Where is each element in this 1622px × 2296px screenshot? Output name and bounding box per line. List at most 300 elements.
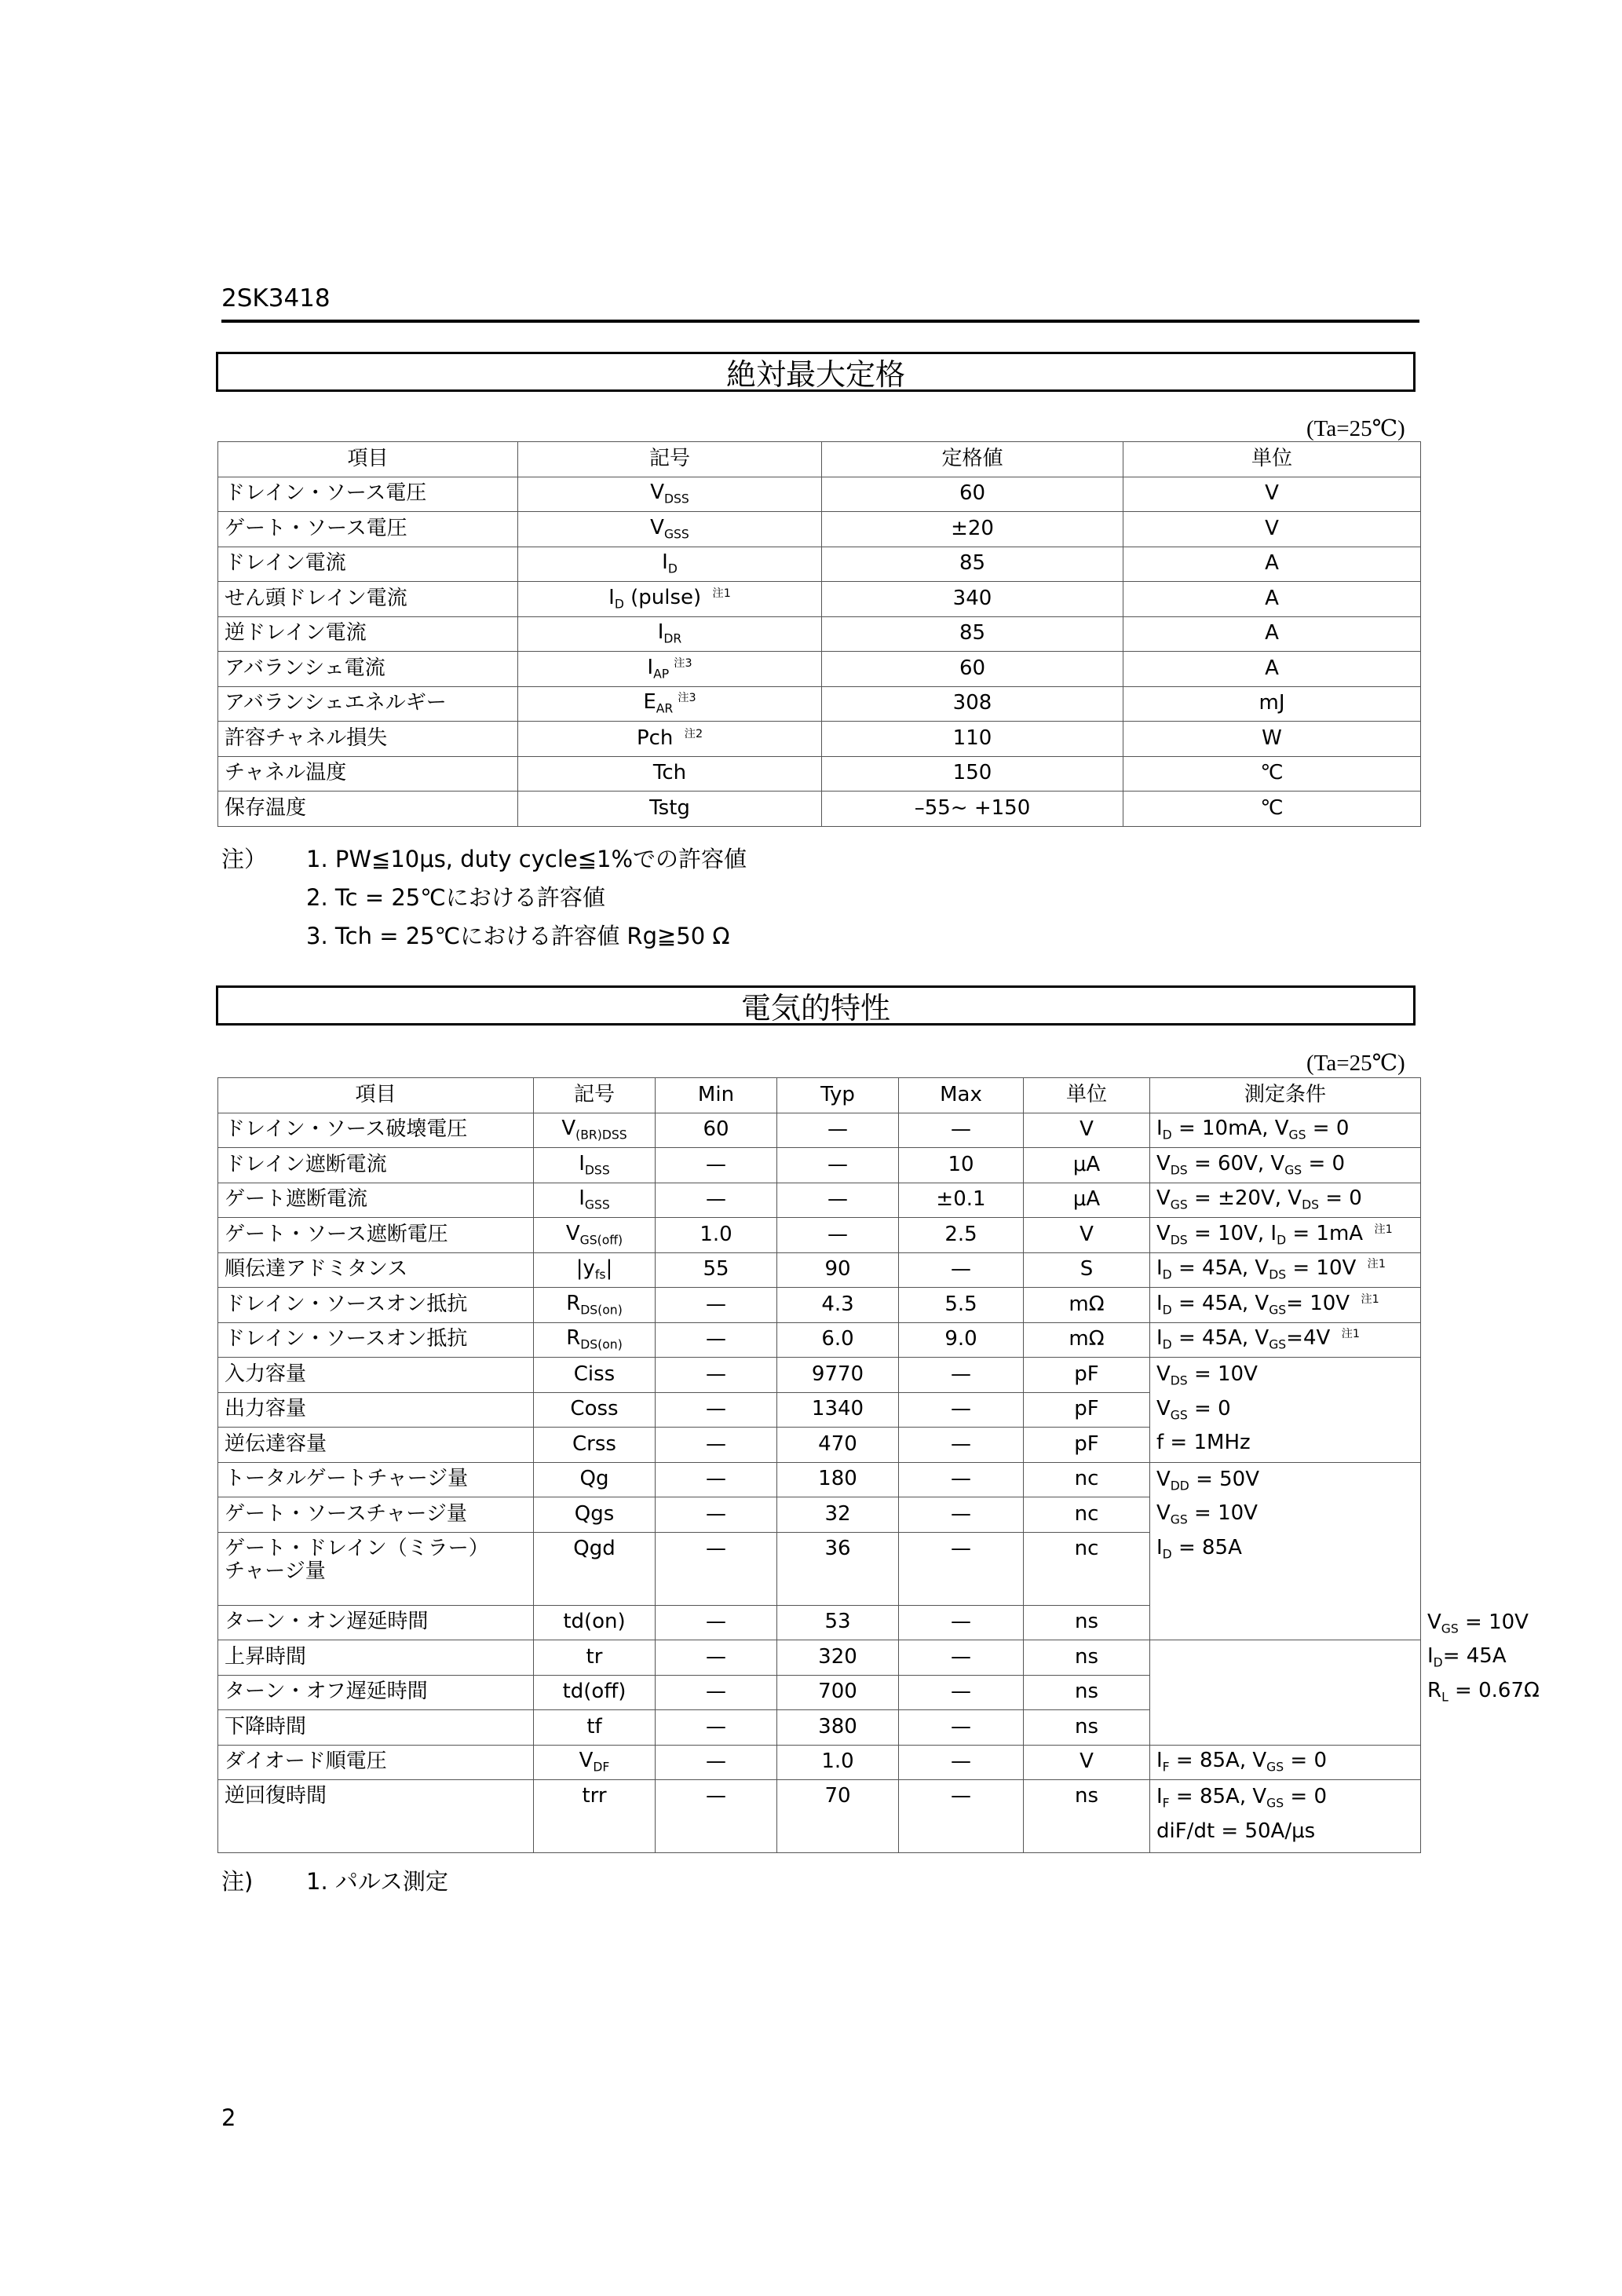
condition-cell [1150, 1358, 1421, 1463]
note-ref: 注1 [712, 587, 731, 600]
symbol-cell [518, 582, 822, 617]
min-value: — [706, 1610, 726, 1634]
max-cell [899, 1148, 1024, 1183]
unit-cell [1024, 1710, 1150, 1746]
cond-text: = 45A [1442, 1644, 1507, 1668]
col-header: 項目 [218, 1078, 534, 1113]
unit-cell [1024, 1392, 1150, 1428]
min-value: — [706, 1680, 726, 1704]
item-label: 下降時間 [225, 1714, 307, 1738]
symbol-cell [518, 722, 822, 757]
typ-value: 1340 [811, 1397, 864, 1421]
page-number: 2 [221, 2104, 236, 2131]
item-label: ドレイン遮断電流 [225, 1152, 387, 1176]
item-cell [218, 1497, 534, 1533]
min-value: — [706, 1292, 726, 1316]
cond-text: = 0 [1318, 1186, 1362, 1211]
unit-label: mΩ [1069, 1327, 1105, 1351]
value-cell [822, 512, 1123, 547]
cond-text: = 10mA, V [1171, 1117, 1289, 1141]
value-cell [822, 547, 1123, 582]
cond-line [1156, 1426, 1414, 1461]
cond-line [1156, 1463, 1414, 1497]
cond-text: = 45A, V [1171, 1291, 1269, 1315]
cond-subscript: D [1162, 1546, 1172, 1561]
item-label: ゲート・ソースチャージ量 [225, 1501, 467, 1526]
min-value: 1.0 [700, 1222, 732, 1246]
symbol-cell [534, 1392, 656, 1428]
cond-text: R [1427, 1678, 1442, 1702]
cond-subscript: GS [1170, 1512, 1188, 1527]
typ-cell [777, 1428, 899, 1463]
typ-value: — [827, 1152, 848, 1176]
symbol-subscript: D [667, 561, 678, 576]
table-row [218, 722, 1421, 757]
condition-cell [1150, 1745, 1421, 1780]
table-row [218, 1640, 1421, 1676]
unit-label: ns [1074, 1714, 1099, 1738]
table-row [218, 1710, 1421, 1746]
table-row [218, 1148, 1421, 1183]
min-value: — [706, 1749, 726, 1774]
item-label: ゲート・ソース遮断電圧 [225, 1222, 448, 1246]
unit-label: mΩ [1069, 1292, 1105, 1316]
item-cell [218, 1218, 534, 1253]
symbol-cell [518, 756, 822, 792]
abs-note: 2. Tc = 25℃における許容値 [306, 884, 605, 911]
max-value: — [951, 1644, 971, 1669]
unit-cell [1123, 616, 1421, 652]
cond-text: = 10V [1286, 1291, 1357, 1315]
cond-subscript: GS [1266, 1760, 1284, 1775]
cond-subscript: DS [1170, 1233, 1188, 1248]
max-value: — [951, 1610, 971, 1634]
unit-label: A [1265, 551, 1279, 576]
unit-label: ns [1074, 1680, 1099, 1704]
min-cell [656, 1428, 777, 1463]
typ-cell [777, 1183, 899, 1218]
unit-label: W [1262, 726, 1282, 750]
value-cell [822, 652, 1123, 687]
condition-cell [1150, 1780, 1421, 1853]
table-row [218, 616, 1421, 652]
symbol-cell [534, 1675, 656, 1710]
symbol-subscript: (BR)DSS [575, 1128, 627, 1143]
symbol-subscript: DSS [663, 492, 689, 506]
cond-subscript: GS [1170, 1197, 1188, 1212]
max-value: ±0.1 [936, 1187, 986, 1212]
cond-subscript: D [1277, 1233, 1287, 1248]
max-value: — [951, 1714, 971, 1738]
rating-value: 150 [952, 761, 992, 785]
symbol-cell [534, 1218, 656, 1253]
min-value: — [706, 1784, 726, 1808]
symbol-cell [534, 1532, 656, 1605]
unit-label: V [1265, 516, 1279, 540]
symbol-text: Coss [570, 1397, 619, 1421]
symbol-subscript: AR [656, 701, 674, 716]
item-cell [218, 1113, 534, 1148]
max-value: — [951, 1536, 971, 1560]
unit-label: A [1265, 656, 1279, 680]
cond-text: = 85A, V [1169, 1785, 1267, 1808]
typ-cell [777, 1392, 899, 1428]
cond-subscript: F [1162, 1796, 1170, 1811]
unit-cell [1024, 1288, 1150, 1323]
item-cell [218, 1745, 534, 1780]
min-cell [656, 1675, 777, 1710]
typ-cell [777, 1532, 899, 1605]
unit-label: ns [1074, 1610, 1099, 1634]
cond-text: I [1156, 1749, 1163, 1773]
item-cell [218, 477, 518, 512]
cond-subscript: L [1441, 1689, 1448, 1704]
symbol-text: Crss [572, 1431, 616, 1456]
min-cell [656, 1183, 777, 1218]
max-cell [899, 1358, 1024, 1393]
cond-line [1156, 1392, 1414, 1427]
min-cell [656, 1532, 777, 1605]
item-cell [218, 512, 518, 547]
abs-note: 1. PW≦10μs, duty cycle≦1%での許容値 [306, 846, 747, 872]
max-value: — [951, 1784, 971, 1808]
unit-label: A [1265, 586, 1279, 610]
max-cell [899, 1497, 1024, 1533]
item-cell [218, 1288, 534, 1323]
unit-cell [1024, 1218, 1150, 1253]
typ-value: 4.3 [821, 1292, 854, 1316]
note-ref: 注1 [1361, 1292, 1379, 1306]
typ-cell [777, 1322, 899, 1358]
min-value: — [706, 1714, 726, 1738]
unit-label: pF [1074, 1431, 1099, 1456]
item-label: せん頭ドレイン電流 [225, 586, 407, 610]
cond-subscript: GS [1269, 1303, 1287, 1318]
symbol-cell [534, 1252, 656, 1288]
max-cell [899, 1252, 1024, 1288]
item-cell [218, 547, 518, 582]
cond-text: diF/dt = 50A/μs [1156, 1819, 1316, 1843]
note-ref: 注1 [1367, 1258, 1386, 1271]
table-row [218, 582, 1421, 617]
symbol-text: I [662, 550, 668, 575]
cond-text: V [1156, 1362, 1171, 1386]
min-cell [656, 1745, 777, 1780]
condition-cell [1150, 1113, 1421, 1148]
cond-text: V [1156, 1221, 1171, 1245]
max-value: — [951, 1362, 971, 1386]
symbol-text: E [643, 690, 656, 715]
min-value: — [706, 1327, 726, 1351]
table-row [218, 512, 1421, 547]
symbol-cell [518, 792, 822, 827]
symbol-cell [534, 1497, 656, 1533]
col-header: 定格値 [822, 442, 1123, 477]
cond-text: = 0 [1187, 1396, 1231, 1420]
symbol-cell [534, 1605, 656, 1640]
item-label: ターン・オン遅延時間 [225, 1610, 429, 1634]
note-ref: 注1 [1374, 1223, 1393, 1236]
cond-subscript: GS [1266, 1796, 1284, 1811]
item-cell [218, 1183, 534, 1218]
cond-text: = 45A, V [1171, 1326, 1269, 1351]
abs-max-title: 絶対最大定格 [725, 357, 905, 392]
cond-text: V [1156, 1467, 1171, 1491]
symbol-text: td(off) [562, 1680, 627, 1704]
cond-subscript: D [1433, 1655, 1443, 1670]
col-header: 記号 [534, 1078, 656, 1113]
symbol-cell [534, 1148, 656, 1183]
item-label: ターン・オフ遅延時間 [225, 1680, 428, 1704]
min-cell [656, 1252, 777, 1288]
unit-label: A [1265, 621, 1279, 645]
max-value: — [951, 1680, 971, 1704]
max-cell [899, 1322, 1024, 1358]
min-cell [656, 1640, 777, 1676]
unit-cell [1123, 686, 1421, 722]
symbol-text: Qg [579, 1467, 609, 1491]
item-cell [218, 1358, 534, 1393]
table-row [218, 1252, 1421, 1288]
item-label: 上昇時間 [225, 1644, 307, 1669]
table-row [218, 1113, 1421, 1148]
condition-cell [1150, 1288, 1421, 1323]
condition-cell [1150, 1322, 1421, 1358]
symbol-subscript: GSS [663, 527, 689, 542]
col-header: 項目 [218, 442, 518, 477]
item-cell [218, 1462, 534, 1497]
cond-text: V [1156, 1186, 1171, 1211]
item-label: ドレイン・ソース電圧 [225, 481, 427, 506]
cond-text: =4V [1286, 1326, 1337, 1351]
table-row [218, 1780, 1421, 1853]
symbol-cell [534, 1780, 656, 1853]
symbol-text: I [647, 655, 654, 679]
cond-subscript: GS [1269, 1337, 1287, 1352]
symbol-text: V [561, 1117, 576, 1141]
item-cell [218, 1322, 534, 1358]
min-cell [656, 1710, 777, 1746]
cond-line [1156, 1358, 1414, 1392]
header-rule [221, 320, 1419, 323]
item-label: ダイオード順電圧 [225, 1749, 387, 1774]
abs-max-condition: (Ta=25℃) [1306, 416, 1405, 441]
symbol-cell [534, 1183, 656, 1218]
table-row [218, 1462, 1421, 1497]
max-value: — [951, 1397, 971, 1421]
unit-label: pF [1074, 1362, 1099, 1386]
min-value: — [706, 1501, 726, 1526]
unit-label: ns [1074, 1644, 1099, 1669]
item-label: ゲート・ドレイン（ミラー） [225, 1536, 489, 1560]
max-cell [899, 1218, 1024, 1253]
cond-text: I [1156, 1535, 1163, 1559]
value-cell [822, 686, 1123, 722]
item-cell [218, 756, 518, 792]
cond-text: = 60V, V [1187, 1151, 1285, 1175]
min-value: 55 [703, 1257, 729, 1281]
unit-cell [1123, 792, 1421, 827]
cond-subscript: GS [1284, 1163, 1302, 1178]
typ-value: — [827, 1117, 848, 1142]
cond-subscript: DD [1170, 1478, 1189, 1493]
typ-cell [777, 1358, 899, 1393]
item-cell [218, 686, 518, 722]
max-value: 5.5 [944, 1292, 977, 1316]
item-label: ゲート遮断電流 [225, 1187, 368, 1212]
cond-subscript: DS [1302, 1197, 1319, 1212]
symbol-text: tf [586, 1714, 602, 1738]
symbol-suffix: (pulse) [623, 585, 708, 609]
min-cell [656, 1780, 777, 1853]
typ-value: — [827, 1222, 848, 1246]
symbol-suffix: | [605, 1256, 613, 1281]
value-cell [822, 582, 1123, 617]
cond-text: = 10V [1458, 1610, 1529, 1634]
item-label: アバランシェエネルギー [225, 691, 447, 715]
typ-value: 70 [824, 1784, 851, 1808]
typ-cell [777, 1640, 899, 1676]
max-cell [899, 1392, 1024, 1428]
symbol-text: V [650, 515, 664, 539]
cond-text: = 45A, V [1171, 1256, 1269, 1281]
max-value: 9.0 [944, 1327, 977, 1351]
item-cell [218, 582, 518, 617]
max-value: 10 [948, 1152, 974, 1176]
item-label: 逆ドレイン電流 [225, 621, 367, 645]
symbol-text: tr [586, 1644, 603, 1669]
table-row [218, 1675, 1421, 1710]
min-cell [656, 1218, 777, 1253]
max-cell [899, 1532, 1024, 1605]
cond-text: V [1156, 1396, 1171, 1420]
typ-value: 36 [824, 1536, 851, 1560]
min-cell [656, 1288, 777, 1323]
cond-text: = 85A [1171, 1535, 1242, 1559]
min-cell [656, 1358, 777, 1393]
note-ref: 注2 [684, 728, 703, 741]
item-cell [218, 1710, 534, 1746]
value-cell [822, 756, 1123, 792]
table-row [218, 1288, 1421, 1323]
min-cell [656, 1462, 777, 1497]
abs-max-title-box [216, 352, 1416, 392]
min-cell [656, 1322, 777, 1358]
table-row [218, 1218, 1421, 1253]
min-cell [656, 1148, 777, 1183]
item-label: ドレイン・ソース破壊電圧 [225, 1117, 468, 1142]
elec-notes-label: 注) [221, 1868, 254, 1895]
item-label: 入力容量 [225, 1362, 307, 1386]
symbol-cell [518, 616, 822, 652]
symbol-subscript: DSS [584, 1163, 610, 1178]
unit-label: V [1080, 1222, 1094, 1246]
cond-text: = 10V, I [1187, 1221, 1277, 1245]
abs-max-table [217, 441, 1421, 827]
col-header: 単位 [1024, 1078, 1150, 1113]
typ-value: 90 [824, 1257, 851, 1281]
min-value: 60 [703, 1117, 729, 1142]
col-header: 記号 [518, 442, 822, 477]
unit-cell [1024, 1532, 1150, 1605]
unit-label: ns [1074, 1784, 1099, 1808]
cond-text: V [1156, 1151, 1171, 1175]
item-label: ドレイン・ソースオン抵抗 [225, 1292, 468, 1316]
symbol-subscript: DS(on) [580, 1303, 623, 1318]
table-row [218, 1745, 1421, 1780]
value-cell [822, 477, 1123, 512]
symbol-text: I [657, 620, 664, 645]
symbol-text: I [608, 585, 615, 609]
cond-subscript: GS [1288, 1128, 1306, 1143]
unit-cell [1024, 1745, 1150, 1780]
cond-text: = 50V [1189, 1467, 1259, 1491]
rating-value: 110 [952, 726, 992, 750]
typ-cell [777, 1675, 899, 1710]
condition-cell [1150, 1183, 1421, 1218]
typ-cell [777, 1288, 899, 1323]
unit-cell [1024, 1252, 1150, 1288]
typ-cell [777, 1113, 899, 1148]
unit-label: V [1080, 1117, 1094, 1142]
unit-cell [1024, 1322, 1150, 1358]
max-value: — [951, 1467, 971, 1491]
symbol-text: V [650, 481, 664, 505]
item-label: 保存温度 [225, 795, 307, 820]
typ-value: 320 [818, 1644, 857, 1669]
symbol-text: Tch [652, 761, 687, 785]
table-row [218, 477, 1421, 512]
cond-subscript: DS [1170, 1163, 1188, 1178]
symbol-subscript: fs [594, 1267, 606, 1282]
symbol-cell [534, 1428, 656, 1463]
typ-cell [777, 1745, 899, 1780]
typ-value: 700 [818, 1680, 857, 1704]
symbol-text: Qgs [574, 1501, 615, 1526]
cond-subscript: GS [1441, 1621, 1459, 1636]
cond-subscript: D [1162, 1128, 1172, 1143]
symbol-cell [534, 1113, 656, 1148]
unit-cell [1123, 512, 1421, 547]
min-value: — [706, 1644, 726, 1669]
cond-subscript: GS [1170, 1407, 1188, 1422]
cond-line [1156, 1497, 1414, 1531]
unit-cell [1024, 1183, 1150, 1218]
symbol-text: Tstg [649, 795, 690, 820]
max-cell [899, 1462, 1024, 1497]
condition-cell [1150, 1462, 1421, 1640]
item-label: ドレイン・ソースオン抵抗 [225, 1327, 468, 1351]
item-label: ドレイン電流 [225, 551, 346, 576]
item-label: 逆回復時間 [225, 1784, 327, 1808]
typ-cell [777, 1218, 899, 1253]
table-row [218, 792, 1421, 827]
symbol-text: I [579, 1151, 585, 1175]
symbol-subscript: DF [593, 1760, 610, 1775]
cond-line [1156, 1531, 1414, 1566]
min-value: — [706, 1431, 726, 1456]
elec-header-row [218, 1078, 1421, 1113]
part-number: 2SK3418 [221, 284, 331, 313]
symbol-subscript: D [614, 597, 624, 612]
note-ref: 注3 [674, 656, 692, 670]
cond-text: I [1156, 1326, 1163, 1351]
max-cell [899, 1428, 1024, 1463]
unit-cell [1024, 1358, 1150, 1393]
unit-cell [1024, 1780, 1150, 1853]
symbol-text: I [579, 1186, 585, 1211]
symbol-text: V [579, 1749, 594, 1773]
